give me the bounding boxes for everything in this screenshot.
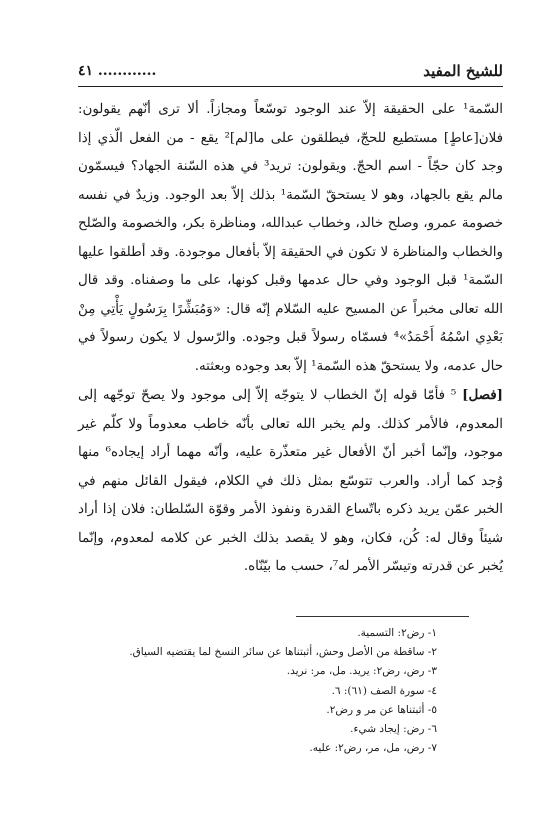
footnote-item: ٣- رض، رض٢: يريد. مل، مر: نريد. xyxy=(286,665,437,678)
main-text xyxy=(78,96,503,582)
page-number: ٤١ ............ xyxy=(78,63,157,79)
footnote-item: ٦- رض: إيجاد شيء. xyxy=(350,723,437,736)
paragraph-1: السّمة¹ على الحقيقة إلاّ عند الوجود توسّعاً ومجازاً. ألا ترى أنّهم يقولون: فلان[عاطٍ] مستطيع للحجّ، فيطلقون على ما[لم]² يقع - من الفعل الّذي إذا وجد كان حجّاً - اسم الحجّ. ويقولون: تريد³ في هذه السّنة الجهاد؟ فيسمّون مالم يقع بالجهاد، وهو لا يستحقّ السّمة¹ بذلك إلاّ بعد الوجود. وزيدٌ في نفسه خصومة عمرو، وصلح خالد، وخطاب عبدالله، ومناظرة بكر، والخصومة والصّلح والخطاب والمناظرة لا تكون في الحقيقة إلاّ بأفعال موجودة. وقد أطلقوا عليها السّمة¹ قبل الوجود وفي حال عدمها وقبل كونها، على ما وصفناه. وقد قال الله تعالى مخبراً عن المسيح عليه السّلام إنّه قال: «وَمُبَشِّرًا بِرَسُولٍ يَأْتِي مِنْ بَعْدِي اسْمُهُ أَحْمَدُ»⁴ فسمّاه رسولاً قبل وجوده. والرّسول لا يكون رسولاً في حال عدمه، ولا يستحقّ هذه السّمة¹ إلاّ بعد وجوده وبعثته. xyxy=(78,102,503,374)
footnote-item: ٧- رض، مل، مر، رض٢: عليه. xyxy=(309,742,437,755)
header-divider xyxy=(78,86,503,87)
paragraph-2 xyxy=(78,381,503,582)
footnote-item: ١- رض٢: التسمية. xyxy=(357,627,437,639)
section-label-fasl: [فصل] xyxy=(462,387,503,403)
footnote-item: ٥- أثبتناها عن مر و رض٢. xyxy=(326,703,437,716)
footnote-item: ٢- ساقطة من الأصل وحش، أثبتناها عن سائر النسخ لما يقتضيه السياق. xyxy=(129,646,437,659)
footnotes-list xyxy=(78,624,437,758)
paragraph-2-text: ⁵ فأمّا قوله إنّ الخطاب لا يتوجّه إلاّ إلى موجود ولا يصحّ توجّهه إلى المعدوم، فالأمر كذلك. ولم يخبر الله تعالى بأنّه خاطب معدوماً ولا كلّم غير موجود، وإنّما أخبر أنّ الأفعال غير متعذّرة عليه، وأنّه مهما أراد إيجاده⁶ منها وُجد كما أراد. والعرب تتوسّع بمثل ذلك في الكلام، فيقول القائل منهم في الخبر عمّن يريد ذكره باتّساع القدرة ونفوذ الأمر وقوّة السّلطان: فلان إذا أراد شيئاً وقال له: كُن، فكان، وهو لا يقصد بذلك الخبر عن كلامه لمعدوم، وإنّما يُخبر عن قدرته وتيسّر الأمر له⁷، حسب ما بيّنّاه. xyxy=(78,388,503,574)
running-header xyxy=(78,56,503,86)
running-header-title: للشيخ المفيد xyxy=(423,62,503,80)
footnote-item: ٤- سورة الصف (٦١): ٦. xyxy=(331,684,437,697)
footnote-divider xyxy=(296,616,469,617)
